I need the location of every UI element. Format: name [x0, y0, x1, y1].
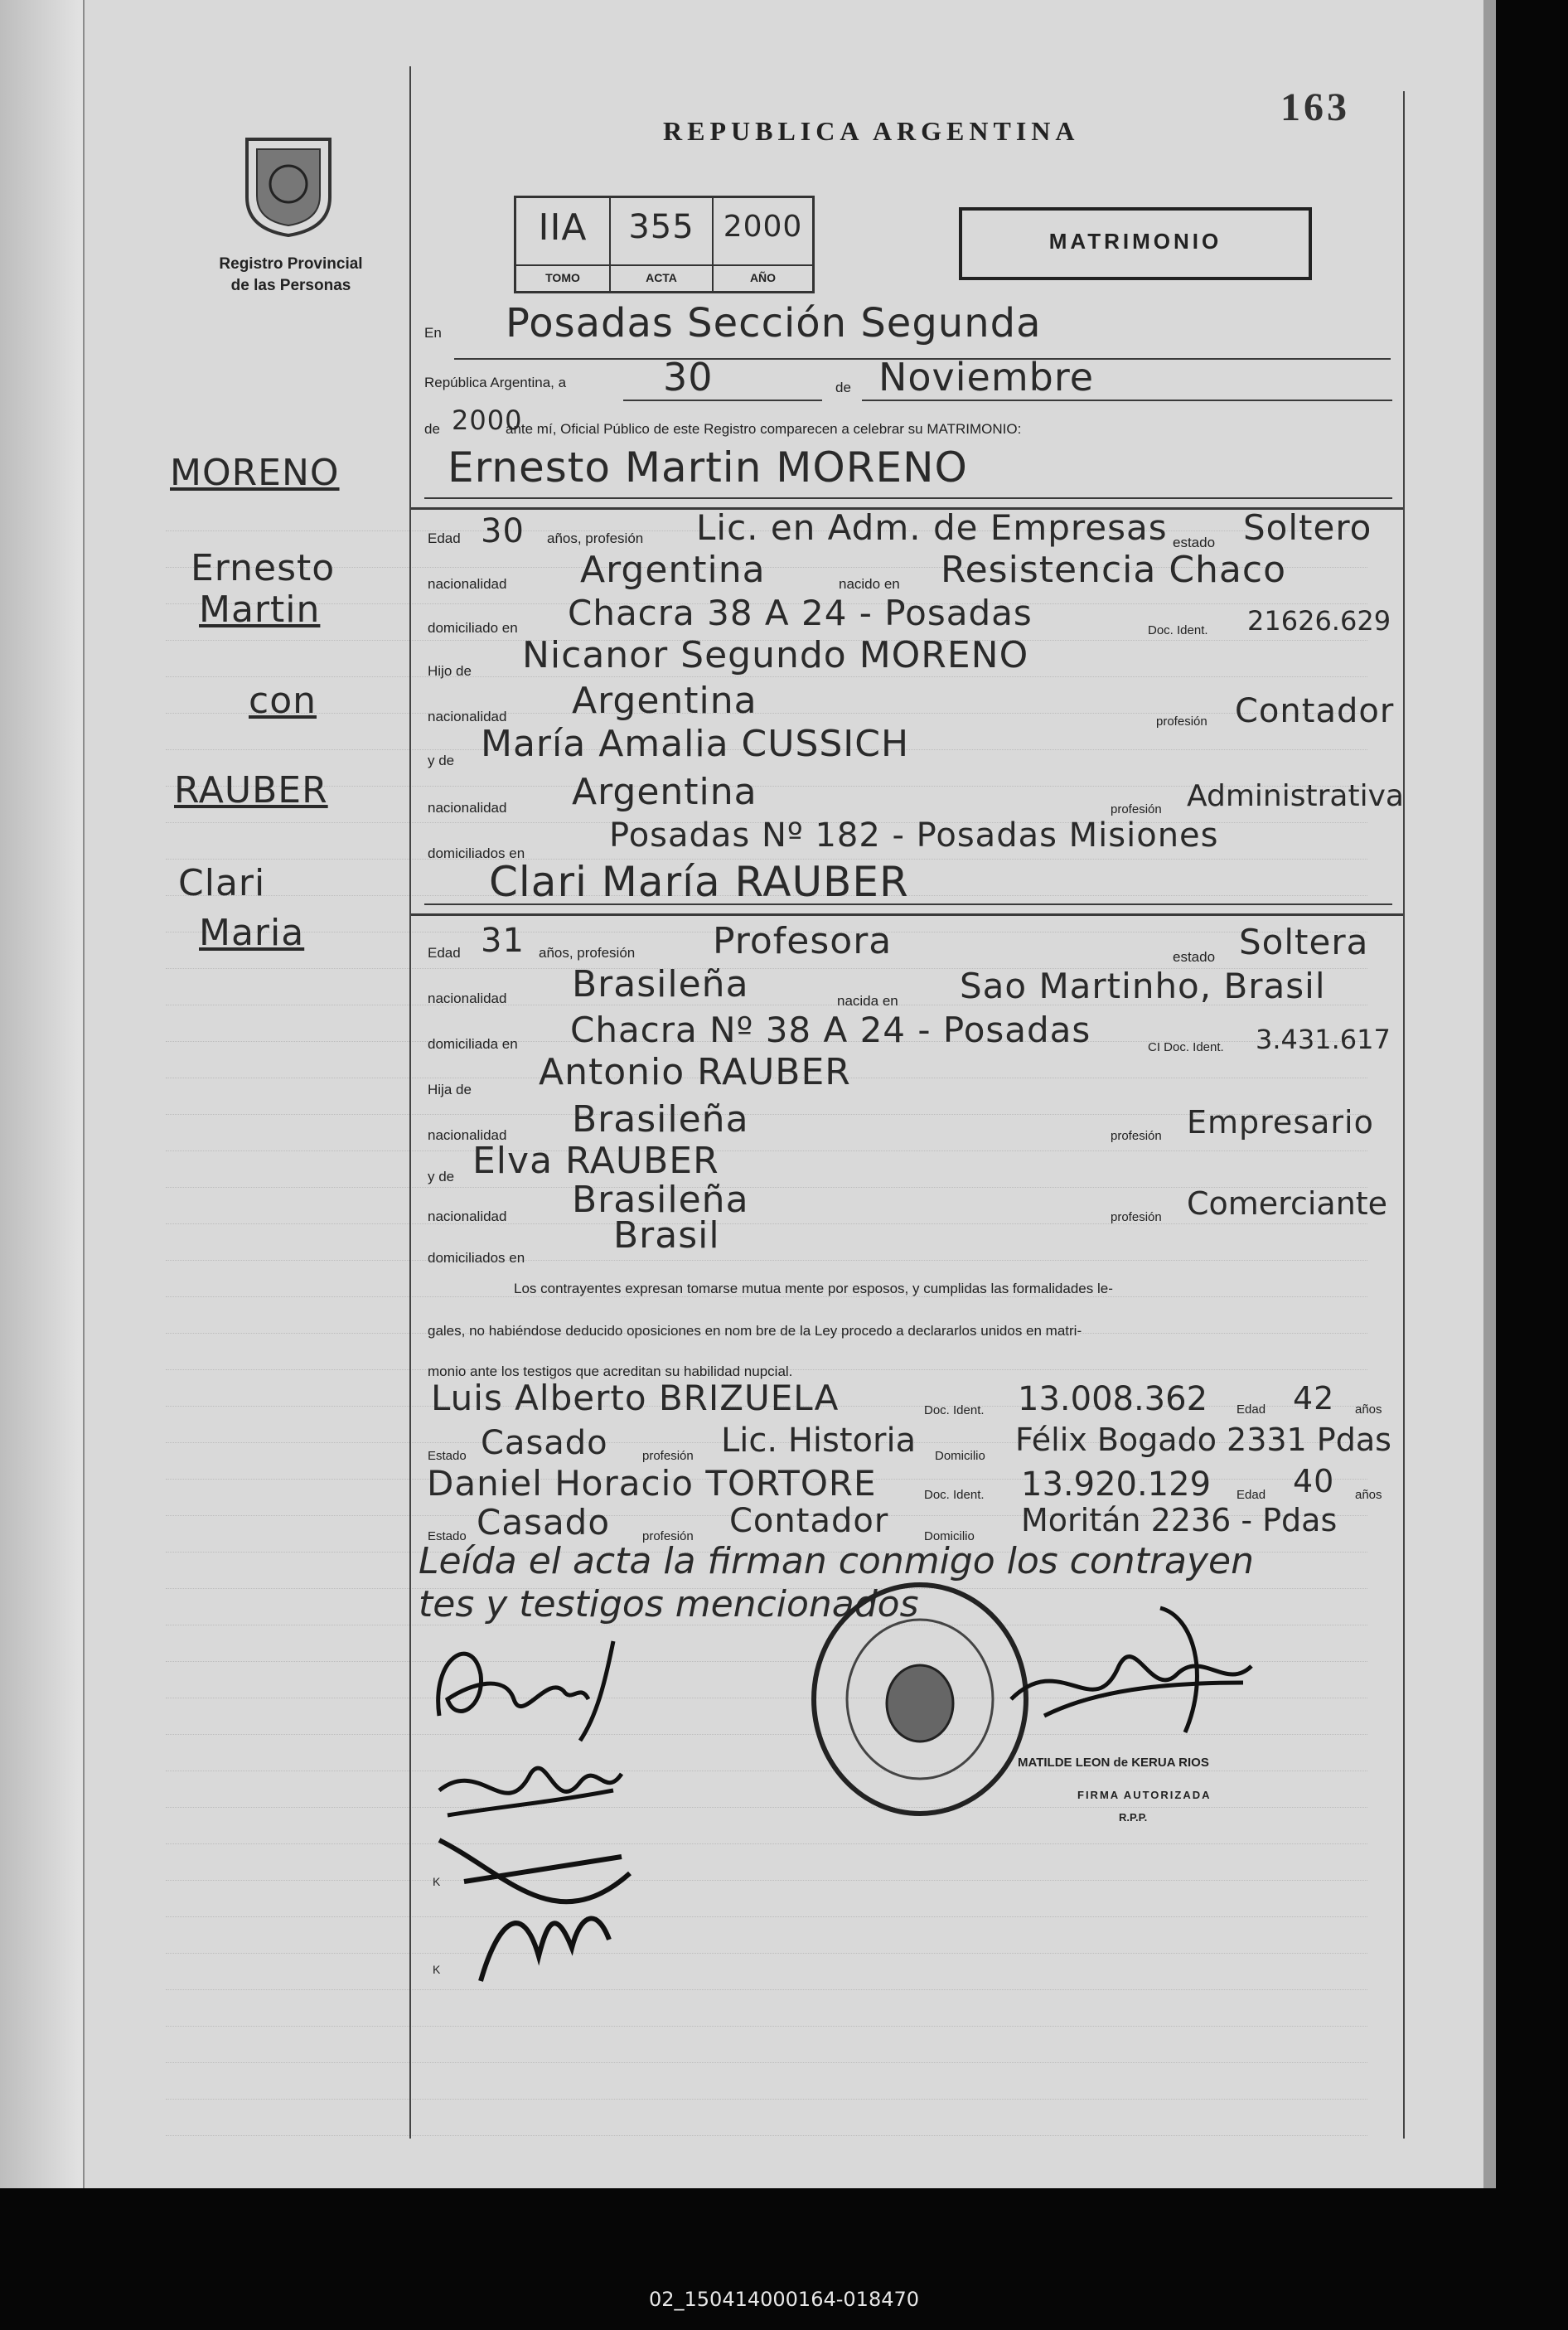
c2-padre-nac-value: Brasileña — [572, 1098, 749, 1141]
c2-nacionalidad-label: nacionalidad — [428, 991, 507, 1006]
t2-doc-value: 13.920.129 — [1021, 1465, 1212, 1504]
c1-doc-label: Doc. Ident. — [1148, 623, 1208, 637]
c1-edad-label: Edad — [428, 530, 461, 546]
t1-edad-value: 42 — [1293, 1380, 1335, 1417]
ruled-line — [166, 1807, 1367, 1808]
c2-profesion-label: años, profesión — [539, 945, 636, 961]
c1-domicilio-value: Chacra 38 A 24 - Posadas — [568, 593, 1033, 633]
c2-padre-prof-value: Empresario — [1187, 1104, 1374, 1141]
t2-anios-label: años — [1355, 1488, 1382, 1502]
ruled-line — [166, 1260, 1367, 1261]
tomo-label: TOMO — [516, 264, 609, 284]
c2-doc-value: 3.431.617 — [1256, 1024, 1391, 1055]
c1-nacido-value: Resistencia Chaco — [941, 549, 1286, 591]
margin-surname-2: RAUBER — [174, 769, 328, 811]
nombre2-value: Clari María RAUBER — [489, 858, 909, 906]
t2-edad-label: Edad — [1236, 1488, 1266, 1502]
t2-domicilio-label: Domicilio — [924, 1529, 975, 1543]
footer-id: 02_150414000164-018470 — [648, 2288, 920, 2311]
c2-madre-nac-value: Brasileña — [572, 1179, 749, 1221]
mark-k2: K — [433, 1963, 441, 1976]
ruled-line — [166, 2026, 1367, 2027]
c1-nacido-label: nacido en — [839, 576, 900, 592]
anio-value: 2000 — [723, 210, 803, 244]
ruled-line — [166, 2062, 1367, 2063]
formula-line-2: gales, no habiéndose deducido oposiciones en nom bre de la Ley procedo a declararlos unidos en matri- — [428, 1323, 1082, 1339]
c2-madre-nac-label: nacionalidad — [428, 1209, 507, 1224]
t2-edad-value: 40 — [1293, 1463, 1335, 1499]
c2-padre-nac-label: nacionalidad — [428, 1127, 507, 1143]
t2-profesion-value: Contador — [729, 1502, 889, 1540]
c1-madre-value: María Amalia CUSSICH — [481, 723, 910, 765]
republica-label: República Argentina, a — [424, 375, 567, 390]
en-label: En — [424, 325, 442, 341]
c2-doc-label: CI Doc. Ident. — [1148, 1040, 1224, 1054]
c2-nacida-label: nacida en — [837, 993, 898, 1009]
c1-domicilio-label: domiciliado en — [428, 620, 518, 636]
acta-label: ACTA — [611, 264, 712, 284]
t1-estado-value: Casado — [481, 1424, 608, 1462]
anio-handwritten: 2000 — [452, 404, 523, 436]
t1-profesion-label: profesión — [642, 1449, 694, 1463]
tomo-cell — [516, 198, 611, 291]
c1-madre-prof-label: profesión — [1111, 802, 1162, 816]
country-title: REPUBLICA ARGENTINA — [663, 116, 1080, 146]
right-margin-line — [1403, 91, 1405, 2139]
c2-padre-value: Antonio RAUBER — [539, 1051, 851, 1093]
margin-given-2a: Clari — [178, 862, 266, 904]
formula-line-3: monio ante los testigos que acreditan su habilidad nupcial. — [428, 1364, 793, 1379]
ruled-line — [166, 1916, 1367, 1917]
registry-name-line1: Registro Provincial — [219, 255, 363, 273]
c1-padre-prof-value: Contador — [1235, 692, 1395, 730]
c1-domiciliados-label: domiciliados en — [428, 845, 525, 861]
official-sigla: R.P.P. — [1119, 1811, 1148, 1824]
c1-padre-prof-label: profesión — [1156, 715, 1207, 729]
margin-con: con — [249, 680, 317, 722]
c1-edad-value: 30 — [481, 512, 525, 550]
acta-value: 355 — [628, 208, 694, 246]
record-type-box — [959, 207, 1312, 280]
t2-domicilio-value: Moritán 2236 - Pdas — [1021, 1502, 1338, 1538]
c2-estado-label: estado — [1173, 949, 1216, 965]
registry-name-line2: de las Personas — [230, 277, 351, 294]
t1-domicilio-label: Domicilio — [935, 1449, 985, 1463]
c2-yde-label: y de — [428, 1169, 455, 1184]
page-gutter — [0, 0, 85, 2188]
de-label: de — [835, 380, 851, 395]
ruled-line — [166, 1843, 1367, 1844]
page-number: 163 — [1280, 85, 1350, 129]
tomo-value: IIA — [538, 206, 588, 249]
de2-label: de — [424, 421, 440, 437]
c2-hija-label: Hija de — [428, 1082, 472, 1097]
c2-domiciliados-label: domiciliados en — [428, 1250, 525, 1266]
c1-profesion-label: años, profesión — [547, 530, 644, 546]
ruled-line — [166, 1953, 1367, 1954]
t1-profesion-value: Lic. Historia — [721, 1422, 917, 1460]
t2-doc-label: Doc. Ident. — [924, 1488, 985, 1502]
c1-doc-value: 21626.629 — [1247, 605, 1391, 637]
t2-estado-value: Casado — [477, 1502, 611, 1543]
record-type-label: MATRIMONIO — [1048, 229, 1222, 254]
c1-domiciliados-value: Posadas Nº 182 - Posadas Misiones — [609, 816, 1219, 855]
dia-line — [623, 400, 822, 401]
t1-domicilio-value: Félix Bogado 2331 Pdas — [1015, 1422, 1391, 1458]
c1-estado-value: Soltero — [1243, 507, 1372, 548]
ruled-line — [166, 676, 1367, 677]
acta-cell — [611, 198, 714, 291]
ruled-line — [166, 1150, 1367, 1151]
t1-anios-label: años — [1355, 1402, 1382, 1417]
c1-madre-nac-value: Argentina — [572, 771, 757, 813]
c1-padre-value: Nicanor Segundo MORENO — [522, 634, 1029, 676]
mes-value: Noviembre — [878, 355, 1095, 400]
c2-domicilio-value: Chacra Nº 38 A 24 - Posadas — [570, 1010, 1091, 1050]
divider-2 — [411, 913, 1403, 916]
ruled-line — [166, 1880, 1367, 1881]
signature-2 — [431, 1741, 630, 1832]
t2-profesion-label: profesión — [642, 1529, 694, 1543]
dia-value: 30 — [663, 355, 714, 400]
c1-padre-nac-label: nacionalidad — [428, 709, 507, 724]
t1-edad-label: Edad — [1236, 1402, 1266, 1417]
left-column-divider — [409, 66, 411, 2139]
t1-nombre-value: Luis Alberto BRIZUELA — [431, 1378, 840, 1418]
c2-madre-value: Elva RAUBER — [472, 1140, 719, 1182]
c2-edad-label: Edad — [428, 945, 461, 961]
record-number-box — [514, 196, 815, 293]
c1-madre-nac-label: nacionalidad — [428, 800, 507, 816]
c2-estado-value: Soltera — [1239, 922, 1369, 962]
c1-estado-label: estado — [1173, 535, 1216, 550]
margin-given-1a: Ernesto — [191, 547, 336, 589]
anio-label: AÑO — [714, 264, 812, 284]
anio-cell — [714, 198, 812, 291]
official-name: MATILDE LEON de KERUA RIOS — [1018, 1756, 1209, 1770]
nombre1-line — [424, 497, 1392, 499]
cierre-line-2: tes y testigos mencionados — [419, 1583, 919, 1625]
t1-doc-label: Doc. Ident. — [924, 1403, 985, 1417]
mark-k1: K — [433, 1875, 441, 1888]
registry-seal-icon — [239, 131, 338, 239]
c2-domicilio-label: domiciliada en — [428, 1036, 518, 1052]
t1-estado-label: Estado — [428, 1449, 467, 1463]
ruled-line — [166, 1989, 1367, 1990]
c1-hijo-label: Hijo de — [428, 663, 472, 679]
c2-profesion-value: Profesora — [713, 920, 893, 962]
c2-madre-prof-value: Comerciante — [1187, 1185, 1388, 1222]
c2-domiciliados-value: Brasil — [613, 1214, 720, 1257]
c2-edad-value: 31 — [481, 922, 525, 960]
c1-padre-nac-value: Argentina — [572, 680, 757, 722]
signature-official — [995, 1600, 1268, 1741]
official-role: FIRMA AUTORIZADA — [1077, 1789, 1212, 1801]
t2-nombre-value: Daniel Horacio TORTORE — [427, 1463, 877, 1504]
c2-madre-prof-label: profesión — [1111, 1210, 1162, 1224]
c2-nacida-value: Sao Martinho, Brasil — [960, 966, 1326, 1006]
ruled-line — [166, 1223, 1367, 1224]
c1-profesion-value: Lic. en Adm. de Empresas — [696, 507, 1168, 548]
c1-madre-prof-value: Administrativa — [1187, 779, 1404, 813]
signature-1 — [423, 1625, 638, 1749]
margin-given-2b: Maria — [199, 912, 305, 954]
nombre1-value: Ernesto Martin MORENO — [448, 443, 968, 492]
c1-nacionalidad-value: Argentina — [580, 549, 766, 591]
t1-doc-value: 13.008.362 — [1018, 1380, 1208, 1418]
ruled-line — [166, 713, 1367, 714]
c2-padre-prof-label: profesión — [1111, 1129, 1162, 1143]
margin-surname-1: MORENO — [170, 452, 340, 494]
ruled-line — [166, 2099, 1367, 2100]
formula-line-1: Los contrayentes expresan tomarse mutua mente por esposos, y cumplidas las formalidades le- — [514, 1281, 1113, 1296]
intro-text: ante mí, Oficial Público de este Registro comparecen a celebrar su MATRIMONIO: — [506, 421, 1022, 437]
c2-nacionalidad-value: Brasileña — [572, 963, 749, 1005]
cierre-line-1: Leída el acta la firman conmigo los contrayen — [419, 1540, 1254, 1582]
c1-yde-label: y de — [428, 753, 455, 768]
page-right-edge — [1483, 0, 1496, 2188]
mes-line — [862, 400, 1392, 401]
ruled-line — [166, 2135, 1367, 2136]
t2-estado-label: Estado — [428, 1529, 467, 1543]
c1-nacionalidad-label: nacionalidad — [428, 576, 507, 592]
margin-given-1b: Martin — [199, 589, 321, 631]
signature-3 — [431, 1824, 663, 1989]
lugar-value: Posadas Sección Segunda — [506, 300, 1042, 346]
